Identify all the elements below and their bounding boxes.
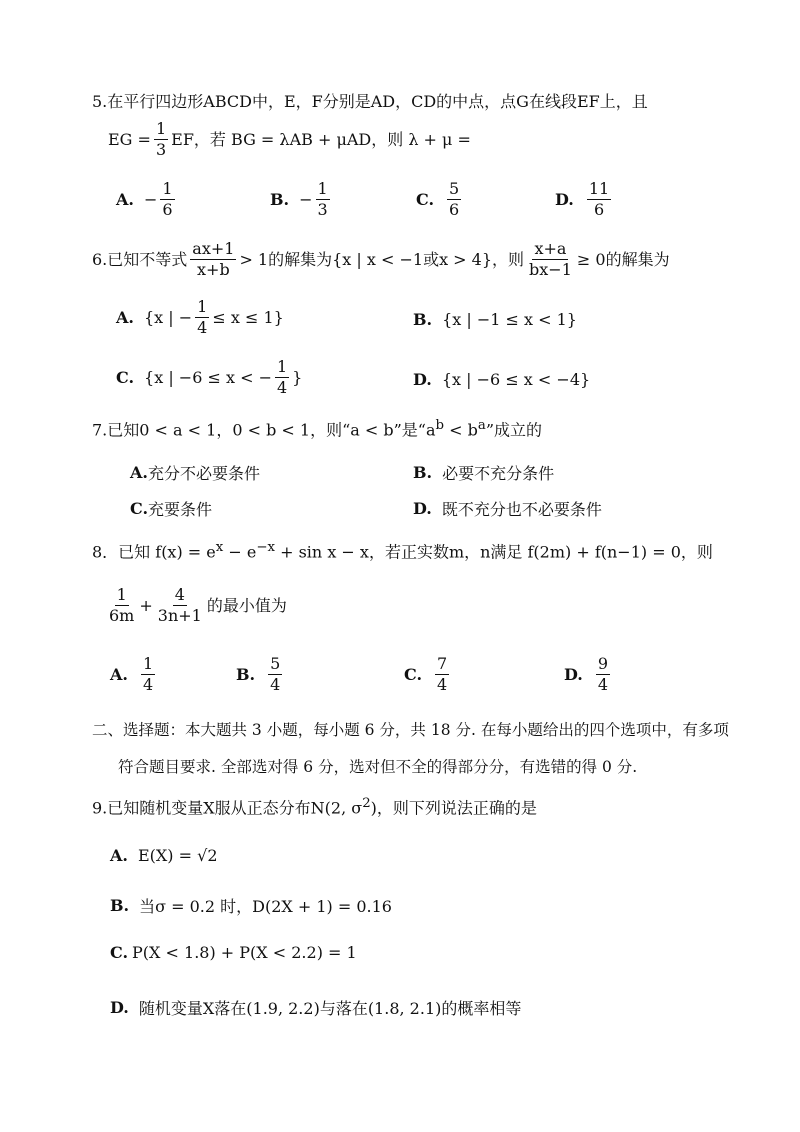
q7-option-a[interactable] [130,461,260,484]
q6-option-c-letter: C. [116,368,135,388]
q6-frac1-num: ax+1 [190,240,236,260]
q9-option-c-text: P(X < 1.8) + P(X < 2.2) = 1 [132,943,357,962]
q6-a-den: 4 [197,318,208,338]
q9-option-c-letter: C. [110,943,129,962]
q5-c-num: 5 [447,180,461,200]
q8-option-c-letter: C. [404,665,423,685]
q6-frac2 [527,240,574,280]
q8-b-den: 4 [270,675,281,695]
q8-frac1-num: 1 [115,586,129,606]
q6-frac2-den: bx−1 [529,260,572,280]
q8-option-b[interactable] [236,655,285,695]
q5-option-d-frac [587,180,611,220]
q6-option-c-frac [275,358,289,398]
q5-option-b[interactable] [270,180,333,220]
q5-frac-den: 3 [155,140,167,160]
q6-option-c-pre: {x | −6 ≤ x < − [144,368,272,388]
q6-option-b-text: {x | −1 ≤ x < 1} [442,310,577,329]
q5-option-c[interactable] [416,180,464,220]
q5-option-b-sign: − [299,190,313,210]
q5-d-num: 11 [587,180,611,200]
q7-option-b[interactable] [413,461,554,484]
q6-mid: > 1的解集为{x | x < −1或x > 4}，则 [239,250,525,270]
q6-option-b[interactable] [413,310,577,329]
q8-expression [104,586,287,626]
q5-option-d-letter: D. [555,190,574,210]
q9-option-a-text: E(X) = √2 [137,846,218,865]
q9-sup: 2 [362,796,371,811]
q5-b-den: 3 [317,200,328,220]
q6-option-a-post: ≤ x ≤ 1} [212,308,284,328]
q6-frac1-den: x+b [197,260,230,280]
q8-a-num: 1 [141,655,155,675]
q5-option-c-frac [447,180,461,220]
q8-sup2: −x [256,540,276,555]
q9-stem-pre: 9.已知随机变量X服从正态分布N(2, σ [92,798,363,818]
q6-option-a-letter: A. [116,308,134,328]
q8-option-d[interactable] [564,655,613,695]
q5-a-num: 1 [160,180,174,200]
q7-mid: < b [444,420,478,440]
q5-stem: 5.在平行四边形ABCD中，E，F分别是AD，CD的中点，点G在线段EF上，且 [92,92,648,111]
q9-stem [92,796,537,818]
q5-option-a-sign: − [143,190,158,210]
q5-b-num: 1 [316,180,330,200]
q7-stem [92,418,542,440]
q8-option-b-letter: B. [236,665,256,685]
q8-b-num: 5 [268,655,282,675]
q5-option-d[interactable] [555,180,614,220]
q9-option-d-letter: D. [110,998,129,1017]
q7-sup1: b [435,418,445,433]
q8-option-d-frac [596,655,610,695]
q5-a-den: 6 [162,200,173,220]
q6-c-den: 4 [276,378,288,398]
q6-option-b-letter: B. [413,310,433,329]
q8-rest: + sin x − x，若正实数m，n满足 f(2m) + f(n−1) = 0，则 [275,542,713,562]
q7-option-c[interactable] [130,497,212,520]
q7-option-c-text: 充要条件 [148,500,213,519]
q6-stem [92,240,670,280]
q8-stem [92,540,713,562]
q6-a-num: 1 [195,298,209,318]
q8-sup1: x [215,540,224,555]
q7-option-a-text: 充分不必要条件 [147,464,260,483]
q6-frac1 [190,240,236,280]
q8-frac2-num: 4 [173,586,187,606]
section2-heading-line1: 二、选择题：本大题共 3 小题，每小题 6 分，共 18 分. 在每小题给出的四个选项中，有多项 [92,721,729,739]
q5-fraction [154,120,168,160]
q6-option-a-pre: {x | − [143,308,193,328]
q7-option-d-letter: D. [413,499,432,518]
q8-option-a-frac [141,655,155,695]
q8-c-den: 4 [437,675,448,695]
q8-option-c[interactable] [404,655,452,695]
section2-heading-line2: 符合题目要求. 全部选对得 6 分，选对但不全的得部分分，有选错的得 0 分. [118,758,638,776]
q9-option-d-text: 随机变量X落在(1.9, 2.2)与落在(1.8, 2.1)的概率相等 [138,999,522,1018]
q8-mid: − e [223,542,257,562]
q8-suffix: 的最小值为 [206,596,287,616]
q6-frac2-num: x+a [532,240,568,260]
q9-option-a[interactable] [110,846,218,865]
q8-option-b-frac [268,655,282,695]
q5-stem2-pre: EG = [108,130,151,150]
q5-option-a-frac [160,180,174,220]
q5-option-a-letter: A. [116,190,134,210]
q8-c-num: 7 [435,655,449,675]
q7-option-b-text: 必要不充分条件 [442,464,555,483]
q8-a-den: 4 [142,675,154,695]
q7-stem-text: 7.已知0 < a < 1，0 < b < 1，则“a < b”是“a [92,420,436,440]
q6-option-a[interactable] [116,298,284,338]
q7-option-a-letter: A. [130,463,148,482]
q6-suffix: ≥ 0的解集为 [576,250,670,270]
q7-end: ”成立的 [485,420,543,440]
q6-option-d[interactable] [413,370,590,389]
q8-plus: + [139,596,153,616]
q7-sup2: a [477,418,486,433]
q9-option-b-letter: B. [110,896,130,915]
q8-stem-text: 8．已知 f(x) = e [92,542,216,562]
q7-option-c-letter: C. [130,499,149,518]
q8-option-a[interactable] [110,655,158,695]
q6-option-c[interactable] [116,358,302,398]
q6-option-d-letter: D. [413,370,432,389]
q9-stem-post: )，则下列说法正确的是 [370,798,537,818]
q8-frac1-den: 6m [109,606,135,626]
q6-option-d-text: {x | −6 ≤ x < −4} [441,370,591,389]
q5-option-a[interactable] [116,180,178,220]
q9-option-a-letter: A. [110,846,128,865]
q8-option-a-letter: A. [110,665,128,685]
q7-option-d-text: 既不充分也不必要条件 [441,500,602,519]
q9-option-b-text: 当σ = 0.2 时，D(2X + 1) = 0.16 [139,897,392,916]
q6-option-c-post: } [292,368,303,388]
q9-option-d[interactable] [110,996,521,1019]
q5-c-den: 6 [449,200,460,220]
q8-d-den: 4 [597,675,609,695]
q8-frac1 [107,586,136,626]
q5-option-b-letter: B. [270,190,290,210]
q6-option-a-frac [195,298,209,338]
q8-frac2 [156,586,204,626]
q7-option-b-letter: B. [413,463,433,482]
q5-stem2-post: EF，若 BG = λAB + μAD，则 λ + μ = [171,130,471,150]
q5-option-c-letter: C. [416,190,435,210]
q5-frac-num: 1 [154,120,168,140]
q8-option-c-frac [435,655,449,695]
q5-option-b-frac [316,180,330,220]
q6-prefix: 6.已知不等式 [92,250,188,270]
q5-stem-line2 [108,120,471,160]
q7-option-d[interactable] [413,497,602,520]
q9-option-c[interactable] [110,943,357,962]
q8-frac2-den: 3n+1 [157,606,202,626]
q6-c-num: 1 [275,358,289,378]
q8-option-d-letter: D. [564,665,583,685]
q5-d-den: 6 [593,200,605,220]
q8-d-num: 9 [596,655,610,675]
q9-option-b[interactable] [110,894,392,917]
